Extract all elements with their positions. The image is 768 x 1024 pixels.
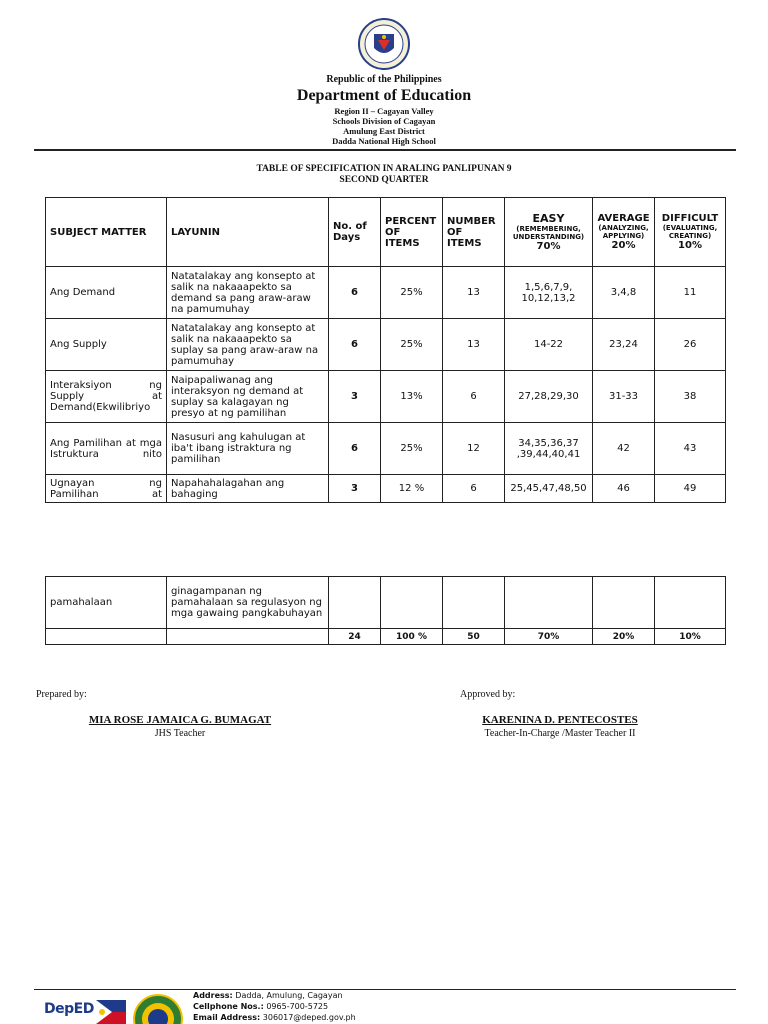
- total-easy: 70%: [505, 629, 593, 645]
- table-header-row: [46, 198, 726, 267]
- row-easy: 14-22: [505, 319, 593, 371]
- empty-cell: [655, 577, 726, 629]
- row-subject: Interaksiyon ng Supply at Demand(Ekwilibriyo: [46, 371, 167, 423]
- empty-cell: [593, 577, 655, 629]
- region-line: Region II – Cagayan Valley: [334, 106, 434, 116]
- header-divider: [34, 149, 736, 151]
- division-line: Schools Division of Cagayan: [332, 116, 436, 126]
- table-row: [46, 423, 726, 475]
- row-difficult: 26: [655, 319, 726, 371]
- row-days: 6: [329, 267, 381, 319]
- empty-cell: [505, 577, 593, 629]
- philippine-flag-logo: [96, 1000, 126, 1024]
- deped-seal-logo: [358, 18, 410, 70]
- row-layunin: Natatalakay ang konsepto at salik na nakaaapekto sa demand sa pang araw-araw na pamumuhay: [167, 267, 329, 319]
- approver-name: KARENINA D. PENTECOSTES: [482, 714, 638, 726]
- document-title: TABLE OF SPECIFICATION IN ARALING PANLIPUNAN 9: [256, 164, 512, 174]
- preparer-title: JHS Teacher: [154, 728, 206, 739]
- footer-email: [193, 1013, 356, 1023]
- approver-title: Teacher-In-Charge /Master Teacher II: [484, 728, 636, 739]
- header-difficult: [655, 198, 726, 267]
- approved-by-label: Approved by:: [460, 689, 516, 700]
- email-value: 306017@deped.gov.ph: [262, 1013, 356, 1022]
- row-items: 6: [443, 371, 505, 423]
- row-layunin: Naipapaliwanag ang interaksyon ng demand at suplay sa kalagayan ng presyo at ng pamilihan: [167, 371, 329, 423]
- average-sub: (ANALYZING, APPLYING): [598, 224, 649, 240]
- row-easy: 25,45,47,48,50: [505, 475, 593, 503]
- row-days: 6: [329, 423, 381, 475]
- row-difficult: 38: [655, 371, 726, 423]
- row-percent: 25%: [381, 267, 443, 319]
- school-seal-logo: [132, 993, 184, 1024]
- difficult-sub: (EVALUATING, CREATING): [662, 224, 718, 240]
- school-line: Dadda National High School: [332, 136, 436, 146]
- footer-divider: [34, 989, 736, 990]
- totals-row: [46, 629, 726, 645]
- easy-label: EASY: [532, 212, 565, 225]
- department-name: Department of Education: [296, 87, 472, 104]
- row-average: 31-33: [593, 371, 655, 423]
- row-layunin: Nasusuri ang kahulugan at iba't ibang istraktura ng pamilihan: [167, 423, 329, 475]
- phone-value: 0965-700-5725: [266, 1002, 329, 1011]
- header-percent: PERCENT OF ITEMS: [381, 198, 443, 267]
- row-average: 23,24: [593, 319, 655, 371]
- easy-sub: (REMEMBERING, UNDERSTANDING): [512, 225, 585, 241]
- header-days: No. of Days: [329, 198, 381, 267]
- average-percent: 20%: [611, 240, 636, 251]
- header-easy: [505, 198, 593, 267]
- row-difficult: 11: [655, 267, 726, 319]
- difficult-label: DIFFICULT: [661, 213, 719, 224]
- row-easy: 1,5,6,7,9, 10,12,13,2: [505, 267, 593, 319]
- row-easy: 34,35,36,37 ,39,44,40,41: [505, 423, 593, 475]
- row-layunin: Napahahalagahan ang bahaging: [167, 475, 329, 503]
- specification-table: [45, 197, 726, 503]
- row-subject: Ang Demand: [46, 267, 167, 319]
- row-average: 42: [593, 423, 655, 475]
- footer-address: [193, 991, 343, 1001]
- row-days: 6: [329, 319, 381, 371]
- empty-cell: [443, 577, 505, 629]
- table-row: [46, 577, 726, 629]
- email-label: Email Address:: [193, 1013, 261, 1022]
- empty-cell: [46, 629, 167, 645]
- specification-table-continued: [45, 576, 726, 645]
- phone-label: Cellphone Nos.:: [193, 1002, 264, 1011]
- empty-cell: [167, 629, 329, 645]
- row-percent: 13%: [381, 371, 443, 423]
- header-average: [593, 198, 655, 267]
- deped-logo: [44, 1000, 94, 1022]
- table-row: [46, 319, 726, 371]
- difficult-percent: 10%: [678, 240, 702, 251]
- address-label: Address:: [193, 991, 233, 1000]
- row-percent: 25%: [381, 319, 443, 371]
- row-percent: 25%: [381, 423, 443, 475]
- table-row: [46, 371, 726, 423]
- total-average: 20%: [593, 629, 655, 645]
- row-items: 13: [443, 319, 505, 371]
- row-subject: Ang Pamilihan at mga Istruktura nito: [46, 423, 167, 475]
- empty-cell: [381, 577, 443, 629]
- district-line: Amulung East District: [343, 126, 425, 136]
- header-number: NUMBER OF ITEMS: [443, 198, 505, 267]
- easy-percent: 70%: [536, 241, 561, 252]
- row-easy: 27,28,29,30: [505, 371, 593, 423]
- row-layunin: ginagampanan ng pamahalaan sa regulasyon ng mga gawaing pangkabuhayan: [167, 577, 329, 629]
- row-difficult: 43: [655, 423, 726, 475]
- average-label: AVERAGE: [597, 213, 650, 224]
- republic-line: Republic of the Philippines: [326, 74, 442, 85]
- row-subject: Ugnayan ng Pamilihan at: [46, 475, 167, 503]
- row-days: 3: [329, 475, 381, 503]
- row-layunin: Natatalakay ang konsepto at salik na nakaaapekto sa suplay sa pang araw-araw na pamumuhay: [167, 319, 329, 371]
- row-average: 46: [593, 475, 655, 503]
- prepared-by-label: Prepared by:: [36, 689, 87, 700]
- footer-phone: [193, 1002, 328, 1012]
- header-layunin: LAYUNIN: [167, 198, 329, 267]
- total-difficult: 10%: [655, 629, 726, 645]
- row-percent: 12 %: [381, 475, 443, 503]
- total-days: 24: [329, 629, 381, 645]
- table-row: [46, 267, 726, 319]
- row-difficult: 49: [655, 475, 726, 503]
- row-subject: pamahalaan: [46, 577, 167, 629]
- row-items: 13: [443, 267, 505, 319]
- empty-cell: [329, 577, 381, 629]
- row-days: 3: [329, 371, 381, 423]
- address-value: Dadda, Amulung, Cagayan: [235, 991, 343, 1000]
- preparer-name: MIA ROSE JAMAICA G. BUMAGAT: [88, 714, 272, 726]
- table-row: [46, 475, 726, 503]
- document-subtitle: SECOND QUARTER: [339, 175, 429, 185]
- row-items: 12: [443, 423, 505, 475]
- total-percent: 100 %: [381, 629, 443, 645]
- header-subject-matter: SUBJECT MATTER: [46, 198, 167, 267]
- row-average: 3,4,8: [593, 267, 655, 319]
- total-items: 50: [443, 629, 505, 645]
- row-subject: Ang Supply: [46, 319, 167, 371]
- deped-logo-text: DepED: [44, 1001, 94, 1017]
- row-items: 6: [443, 475, 505, 503]
